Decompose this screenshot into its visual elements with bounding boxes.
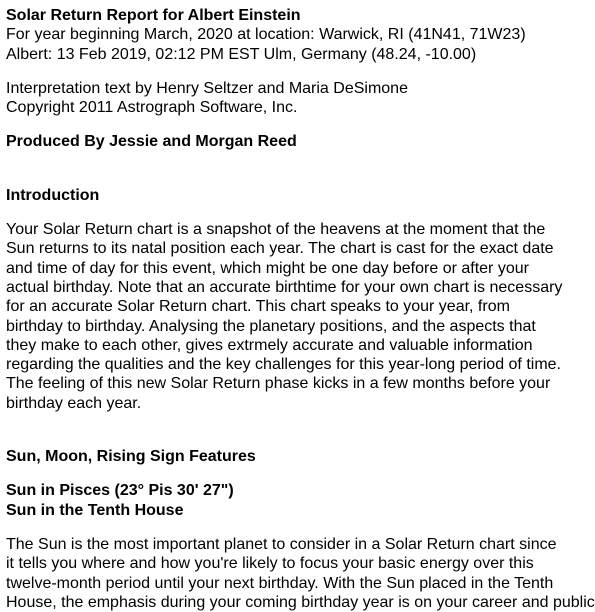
paragraph-line: for an accurate Solar Return chart. This chart speaks to your year, from [6,298,510,316]
paragraph-line: The feeling of this new Solar Return phase kicks in a few months before your [6,375,551,393]
paragraph-line: regarding the qualities and the key challenges for this year-long period of time. [6,356,561,374]
paragraph-line: they make to each other, gives extrmely accurate and valuable information [6,336,533,354]
spacer [6,413,566,447]
produced-by: Produced By Jessie and Morgan Reed [6,133,297,151]
paragraph-line: House, the emphasis during your coming birthday year is on your career and public [6,593,595,611]
spacer [6,205,566,220]
introduction-heading: Introduction [6,186,100,204]
paragraph-line: birthday each year. [6,394,142,412]
spacer [6,520,566,535]
paragraph-line: The Sun is the most important planet to consider in a Solar Return chart since [6,535,557,553]
spacer [6,152,566,186]
sun-house-paragraph [6,535,595,612]
report-document [6,6,595,612]
spacer [6,466,566,481]
paragraph-line: Your Solar Return chart is a snapshot of the heavens at the moment that the [6,221,546,239]
paragraph-line: twelve-month period until your next birthday. With the Sun placed in the Tenth [6,574,554,592]
sun-sign-heading: Sun in Pisces (23° Pis 30' 27") [6,482,234,500]
introduction-paragraph [6,220,566,413]
spacer [6,64,566,79]
credit-interpretation: Interpretation text by Henry Seltzer and Maria DeSimone [6,79,408,97]
credit-copyright: Copyright 2011 Astrograph Software, Inc. [6,99,298,117]
report-year-location: For year beginning March, 2020 at location: Warwick, RI (41N41, 71W23) [6,26,526,44]
sun-house-heading: Sun in the Tenth House [6,501,184,519]
features-heading: Sun, Moon, Rising Sign Features [6,448,256,466]
spacer [6,117,566,132]
paragraph-line: and time of day for this event, which might be one day before or after your [6,259,529,277]
report-header [6,6,566,64]
report-credits [6,79,566,118]
features-section [6,447,595,612]
paragraph-line: actual birthday. Note that an accurate birthtime for your own chart is necessary [6,278,563,296]
report-title: Solar Return Report for Albert Einstein [6,7,301,24]
paragraph-line: Sun returns to its natal position each year. The chart is cast for the exact date [6,240,554,258]
paragraph-line: birthday to birthday. Analysing the planetary positions, and the aspects that [6,317,536,335]
report-birth-data: Albert: 13 Feb 2019, 02:12 PM EST Ulm, Germany (48.24, -10.00) [6,45,477,63]
paragraph-line: it tells you where and how you're likely to focus your basic energy over this [6,555,534,573]
introduction-section [6,186,566,413]
